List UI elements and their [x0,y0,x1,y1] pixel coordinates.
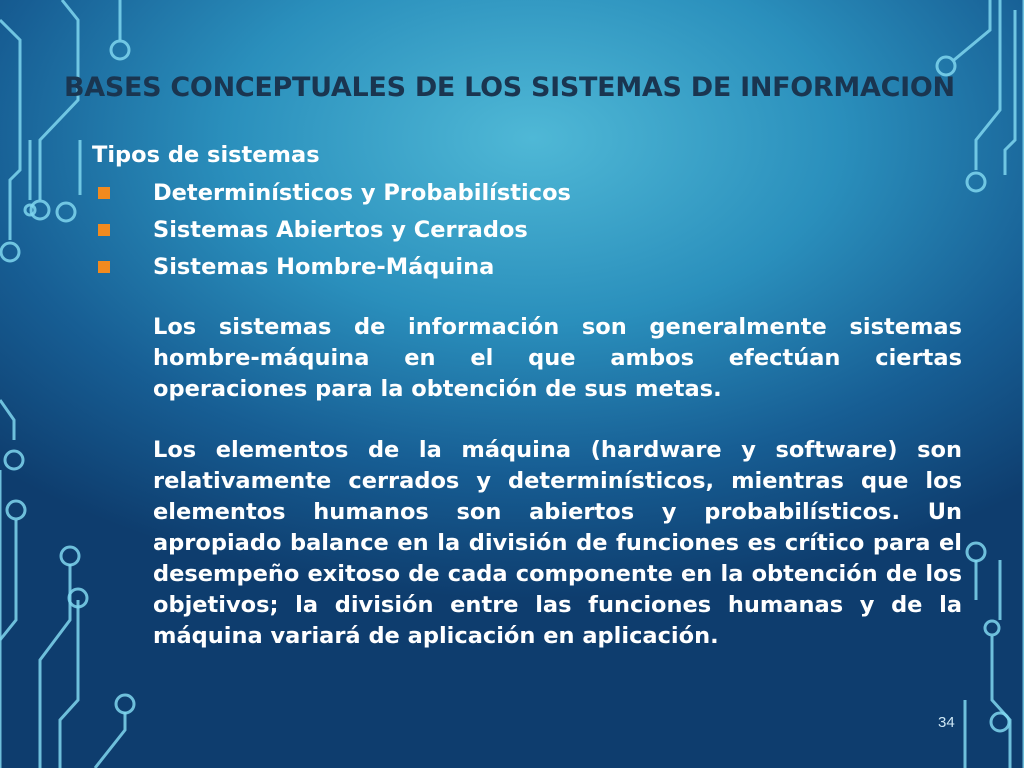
page-number: 34 [938,714,955,731]
bullet-item [92,178,962,208]
bullet-label: Sistemas Hombre-Máquina [153,254,495,280]
bullet-square-icon [98,224,110,236]
paragraph-systems: Los sistemas de información son generalmente sistemas hombre-máquina en el que ambos efectúan ciertas operaciones para la obtención de sus metas. [153,314,962,402]
bullet-item [92,252,962,282]
bullet-square-icon [98,187,110,199]
bullet-square-icon [98,261,110,273]
slide-title: BASES CONCEPTUALES DE LOS SISTEMAS DE INFORMACION [64,72,955,103]
bullet-item [92,215,962,245]
section-heading: Tipos de sistemas [92,142,320,168]
slide-content [92,140,962,652]
bullet-label: Sistemas Abiertos y Cerrados [153,217,528,243]
bullet-label: Determinísticos y Probabilísticos [153,180,571,206]
paragraph-elements: Los elementos de la máquina (hardware y software) son relativamente cerrados y determinísticos, mientras que los elementos humanos son abiertos y probabilísticos. Un apropiado balance en la división de funciones es crítico para el desempeño exitoso de cada componente en la obtención de los objetivos; la división entre las funciones humanas y de la máquina variará de aplicación en aplicación. [153,437,962,649]
